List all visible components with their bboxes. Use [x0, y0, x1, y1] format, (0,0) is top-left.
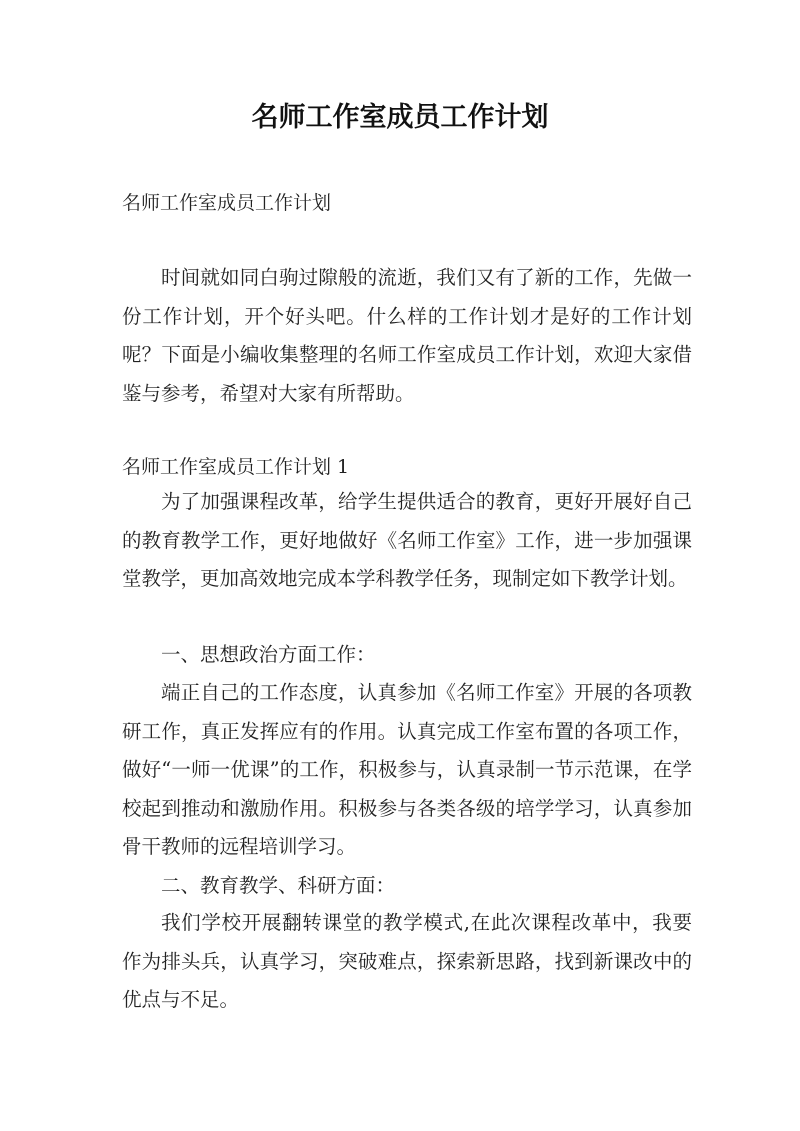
- section-1-paragraph: 为了加强课程改革，给学生提供适合的教育，更好开展好自己的教育教学工作，更好地做好《名师工作室》工作，进一步加强课堂教学，更加高效地完成本学科教学任务，现制定如下教学计划。: [122, 490, 692, 590]
- document-subtitle: 名师工作室成员工作计划: [122, 192, 332, 214]
- part-2-heading: 二、教育教学、科研方面：: [161, 874, 396, 897]
- intro-paragraph: 时间就如同白驹过隙般的流逝，我们又有了新的工作，先做一份工作计划，开个好头吧。什么样的工作计划才是好的工作计划呢？下面是小编收集整理的名师工作室成员工作计划，欢迎大家借鉴与参考，希望对大家有所帮助。: [122, 266, 692, 405]
- part-1-heading: 一、思想政治方面工作：: [161, 643, 376, 666]
- section-1-heading: 名师工作室成员工作计划 1: [122, 456, 350, 478]
- part-2-paragraph: 我们学校开展翻转课堂的教学模式,在此次课程改革中，我要作为排头兵，认真学习，突破难点，探索新思路，找到新课改中的优点与不足。: [122, 911, 692, 1011]
- document-title: 名师工作室成员工作计划: [251, 102, 549, 133]
- part-1-paragraph: 端正自己的工作态度，认真参加《名师工作室》开展的各项教研工作，真正发挥应有的作用。认真完成工作室布置的各项工作，做好“一师一优课”的工作，积极参与，认真录制一节示范课，在学校起到推动和激励作用。积极参与各类各级的培学学习，认真参加骨干教师的远程培训学习。: [122, 681, 692, 858]
